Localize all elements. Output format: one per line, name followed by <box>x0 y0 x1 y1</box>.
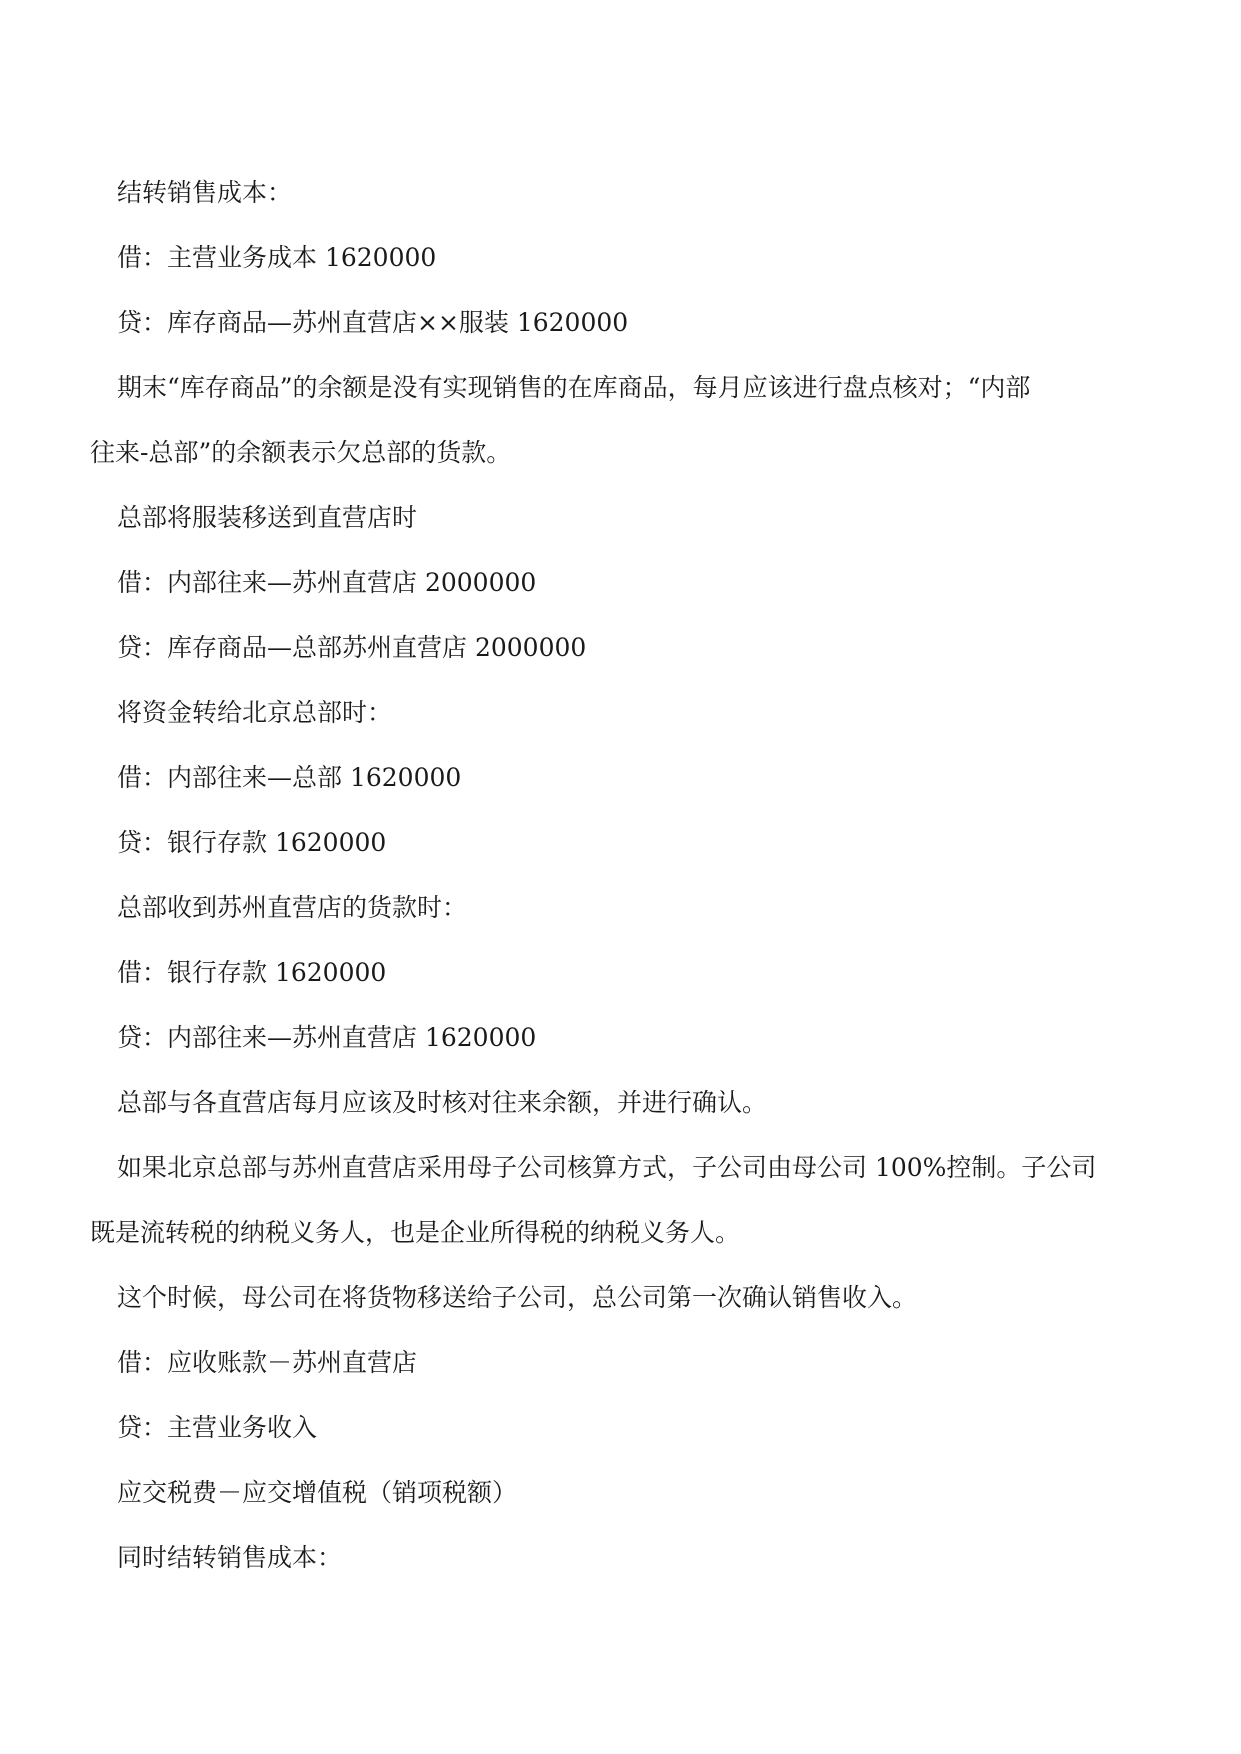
journal-entry-credit: 贷：库存商品—总部苏州直营店 2000000 <box>117 633 587 662</box>
paragraph-line: 期末“库存商品”的余额是没有实现销售的在库商品，每月应该进行盘点核对；“内部 <box>117 373 1031 402</box>
journal-entry-credit-detail: 应交税费－应交增值税（销项税额） <box>117 1478 518 1507</box>
document-body <box>90 160 1150 1590</box>
journal-entry-credit: 贷：银行存款 1620000 <box>117 828 387 857</box>
paragraph-line: 总部与各直营店每月应该及时核对往来余额，并进行确认。 <box>117 1088 768 1117</box>
journal-entry-debit: 借：主营业务成本 1620000 <box>117 243 437 272</box>
journal-entry-debit: 借：应收账款－苏州直营店 <box>117 1348 418 1377</box>
paragraph-line: 如果北京总部与苏州直营店采用母子公司核算方式，子公司由母公司 100%控制。子公司 <box>117 1153 1097 1182</box>
paragraph-line: 这个时候，母公司在将货物移送给子公司，总公司第一次确认销售收入。 <box>117 1283 918 1312</box>
journal-entry-credit: 贷：主营业务收入 <box>117 1413 318 1442</box>
paragraph-line: 总部收到苏州直营店的货款时： <box>117 893 468 922</box>
paragraph-line: 结转销售成本： <box>117 178 293 207</box>
journal-entry-debit: 借：内部往来—总部 1620000 <box>117 763 462 792</box>
paragraph-line: 往来-总部”的余额表示欠总部的货款。 <box>90 438 512 467</box>
journal-entry-credit: 贷：库存商品—苏州直营店××服装 1620000 <box>117 308 629 337</box>
paragraph-line: 同时结转销售成本： <box>117 1543 343 1572</box>
paragraph-line: 将资金转给北京总部时： <box>117 698 393 727</box>
journal-entry-debit: 借：内部往来—苏州直营店 2000000 <box>117 568 537 597</box>
paragraph-line: 总部将服装移送到直营店时 <box>117 503 418 532</box>
paragraph-line: 既是流转税的纳税义务人，也是企业所得税的纳税义务人。 <box>90 1218 741 1247</box>
journal-entry-debit: 借：银行存款 1620000 <box>117 958 387 987</box>
journal-entry-credit: 贷：内部往来—苏州直营店 1620000 <box>117 1023 537 1052</box>
